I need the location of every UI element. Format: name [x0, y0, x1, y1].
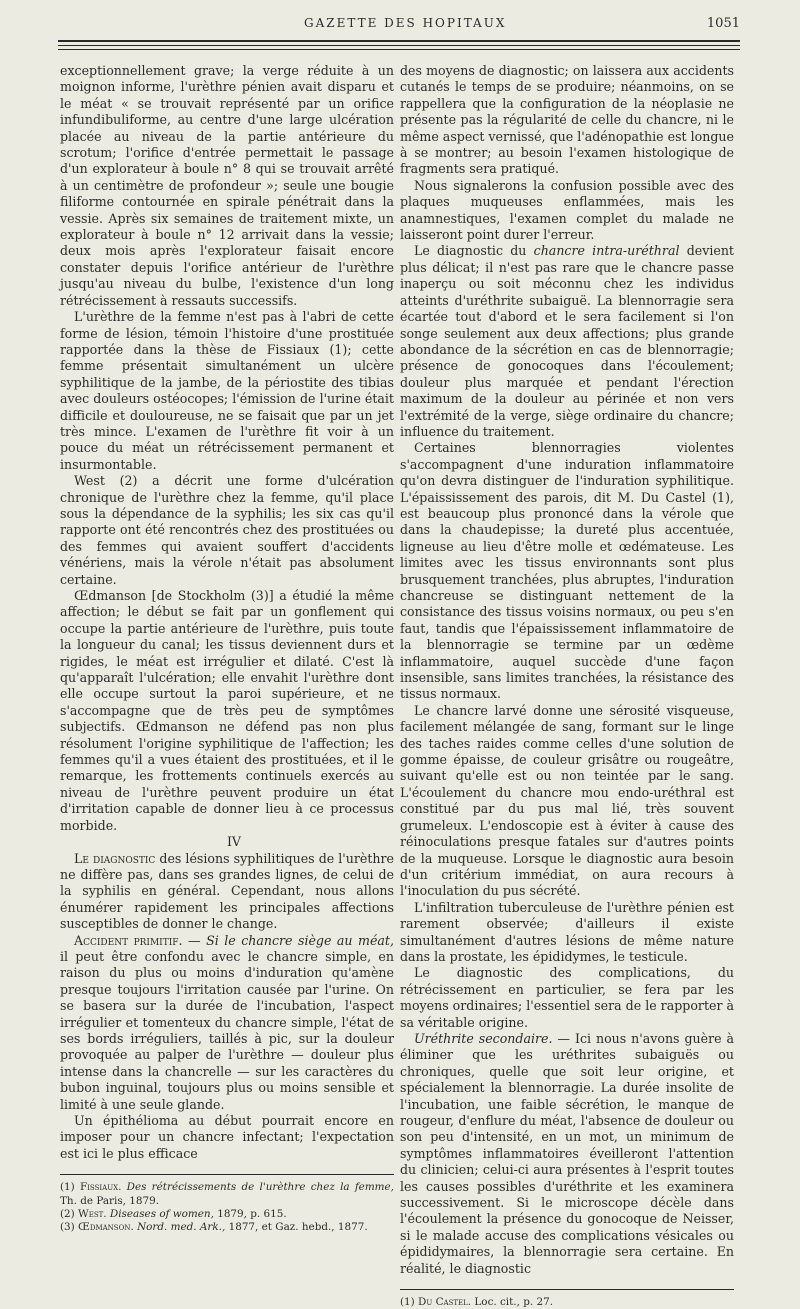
italic-phrase: chancre intra-uréthral: [533, 243, 680, 259]
paragraph: Uréthrite secondaire. — Ici nous n'avons guère à éliminer que les uréthrites subaiguës ou chroniques, quelle que soit leur origine, et spécialement la blennorragie. La durée insolite de l'incubation, une faible sécrétion, le manque de rougeur, d'enflure du méat, l'absence de douleur ou son peu d'intensité, en un mot, un minimum de symptômes inflammatoires éveilleront l'attention du clinicien; celui-ci aura présentes à l'esprit toutes les causes possibles d'uréthrite et les examinera successivement. Si le microscope décèle dans l'écoulement la présence du gonocoque de Neisser, si le malade accuse des complications vésicales ou épididymaires, la blennorragie sera certaine. En réalité, le diagnostic: [400, 1030, 734, 1276]
footnote: (1) Fissiaux. Des rétrécissements de l'urèthre chez la femme, Th. de Paris, 1879.: [60, 1181, 394, 1207]
paragraph: Le chancre larvé donne une sérosité visqueuse, facilement mélangée de sang, formant sur le linge des taches raides comme celles d'une solution de gomme épaisse, de couleur grisâtre ou rougeâtre, suivant qu'elle est ou non teintée par le sang. L'écoulement du chancre mou endo-uréthral est constitué par du pus mal lié, très souvent grumeleux. L'endoscopie est à éviter à cause des réinoculations presque fatales sur d'autres points de la muqueuse. Lorsque le diagnostic aura besoin d'un critérium immédiat, on aura recours à l'inoculation du pus sécrété.: [400, 702, 734, 899]
paragraph: Certaines blennorragies violentes s'accompagnent d'une induration inflammatoire qu'on devra distinguer de l'induration syphilitique. L'épaississement des parois, dit M. Du Castel (1), est beaucoup plus prononcé dans la vérole que dans la chaudepisse; la dureté plus accentuée, ligneuse au lieu d'être molle et œdémateuse. Les limites avec les tissus environnants sont plus brusquement tranchées, plus abruptes, l'induration chancreuse se distinguant nettement de la consistance des tissus voisins normaux, ou peu s'en faut, tandis que l'épaississement inflammatoire de la blennorragie se termine par un œdème inflammatoire, auquel succède d'une façon insensible, sans limites tranchées, la résistance des tissus normaux.: [400, 440, 734, 702]
section-heading: IV: [226, 834, 242, 850]
paragraph: Œdmanson [de Stockholm (3)] a étudié la même affection; le début se fait par un gonflement qui occupe la partie antérieure de l'urèthre, puis toute la longueur du canal; les tissus deviennent durs et rigides, le méat est irrégulier et dilaté. C'est là qu'apparaît l'ulcération; elle envahit l'urèthre dont elle occupe surtout la paroi supérieure, et ne s'accompagne que de très peu de symptômes subjectifs. Œdmanson ne défend pas non plus résolument l'origine syphilitique de l'affection; les femmes qu'il a vues étaient des prostituées, et il le remarque, les frottements continuels exercés au niveau de l'urèthre peuvent produire un état d'irritation capable de donner lieu à ce processus morbide.: [60, 588, 394, 833]
paragraph: L'infiltration tuberculeuse de l'urèthre pénien est rarement observée; d'ailleurs il existe simultanément d'autres lésions de même nature dans la prostate, les épididymes, le testicule.: [400, 899, 734, 964]
header-rule-thin: [58, 45, 740, 46]
paragraph: West (2) a décrit une forme d'ulcération chronique de l'urèthre chez la femme, qu'il place sous la dépendance de la syphilis; les six cas qu'il rapporte ont été rencontrés chez des prostituées ou des femmes qui avaient souffert d'accidents vénériens, mais la vérole n'était pas absolument certaine.: [60, 473, 394, 587]
paragraph: Le diagnostic du chancre intra-uréthral devient plus délicat; il n'est pas rare que le chancre passe inaperçu ou soit méconnu chez les individus atteints d'uréthrite subaiguë. La blennorragie sera écartée tout d'abord et le sera facilement si l'on songe seulement aux deux affections; plus grande abondance de la sécrétion en cas de blennorragie; présence de gonocoques dans l'écoulement; douleur plus marquée et pendant l'érection maximum de la douleur au périnée et non vers l'extrémité de la verge, siège ordinaire du chancre; influence du traitement.: [400, 243, 734, 439]
footnote-rule: [60, 1174, 394, 1175]
paragraph: des moyens de diagnostic; on laissera aux accidents cutanés le temps de se produire; néanmoins, on se rappellera que la configuration de la néoplasie ne présente pas la régularité de celle du chancre, ni le même aspect vernissé, que l'adénopathie est longue à se montrer; au besoin l'examen histologique de fragments sera pratiqué.: [400, 63, 734, 177]
lead-term: Accident primitif.: [74, 932, 183, 948]
journal-title: GAZETTE DES HOPITAUX: [304, 16, 507, 30]
paragraph: L'urèthre de la femme n'est pas à l'abri de cette forme de lésion, témoin l'histoire d'une prostituée rapportée dans la thèse de Fissiaux (1); cette femme présentait simultanément un ulcère syphilitique de la jambe, de la périostite des tibias avec douleurs ostéocopes; l'émission de l'urine était difficile et douloureuse, ne se faisait que par un jet très mince. L'examen de l'urèthre fit voir à un pouce du méat un rétrécissement permanent et insurmontable.: [60, 309, 394, 472]
lead-term: Le diagnostic: [74, 850, 156, 866]
running-header: [54, 16, 740, 36]
left-column: [60, 63, 394, 1235]
header-rule-thick: [58, 40, 740, 42]
footnote: (2) West. Diseases of women, 1879, p. 615.: [60, 1208, 287, 1221]
paragraph: exceptionnellement grave; la verge réduite à un moignon informe, l'urèthre pénien avait disparu et le méat « se trouvait représenté par un orifice infundibuliforme, au centre d'une large ulcération placée au niveau de la partie antérieure du scrotum; l'orifice d'entrée permettait le passage d'un explorateur à boule n° 8 qui se trouvait arrêté à un centimètre de profondeur »; seule une bougie filiforme contournée en spirale pénétrait dans la vessie. Après six semaines de traitement mixte, un explorateur à boule n° 12 arrivait dans la vessie; deux mois après l'explorateur faisait encore constater depuis l'orifice antérieur de l'urèthre jusqu'au niveau du bulbe, l'existence d'un long rétrécissement à ressauts successifs.: [60, 63, 394, 308]
footnote: (1) Du Castel. Loc. cit., p. 27.: [400, 1296, 554, 1309]
paragraph: Le diagnostic des lésions syphilitiques de l'urèthre ne diffère pas, dans ses grandes lignes, de celui de la syphilis en général. Cependant, nous allons énumérer rapidement les principales affections susceptibles de donner le change.: [60, 850, 394, 932]
page-number: 1051: [706, 16, 740, 31]
footnote-rule: [400, 1289, 734, 1290]
italic-phrase: Uréthrite secondaire.: [414, 1030, 553, 1046]
paragraph: Le diagnostic des complications, du rétrécissement en particulier, se fera par les moyens ordinaires; l'essentiel sera de le rapporter à sa véritable origine.: [400, 965, 734, 1030]
paragraph: Nous signalerons la confusion possible avec des plaques muqueuses enflammées, mais les anamnestiques, l'examen complet du malade ne laisseront point durer l'erreur.: [400, 177, 734, 243]
italic-phrase: Si le chancre siège au méat,: [206, 932, 394, 948]
paragraph: Accident primitif. — Si le chancre siège au méat, il peut être confondu avec le chancre simple, en raison du plus ou moins d'induration qu'amène presque toujours l'irritation causée par l'urine. On se basera sur la durée de l'incubation, l'aspect irrégulier et tomenteux du chancre simple, l'état de ses bords irréguliers, taillés à pic, sur la douleur provoquée au palper de l'urèthre — douleur plus intense dans la chancrelle — sur les caractères du bubon inguinal, toujours plus ou moins sensible et limité à une seule glande.: [60, 932, 394, 1112]
paragraph: Un épithélioma au début pourrait encore en imposer pour un chancre infectant; l'expectation est ici le plus efficace: [60, 1113, 394, 1161]
right-column: [400, 63, 734, 1309]
footnote: (3) Œdmanson. Nord. med. Ark., 1877, et Gaz. hebd., 1877.: [60, 1221, 368, 1234]
header-rule-thin-lower: [58, 49, 740, 50]
